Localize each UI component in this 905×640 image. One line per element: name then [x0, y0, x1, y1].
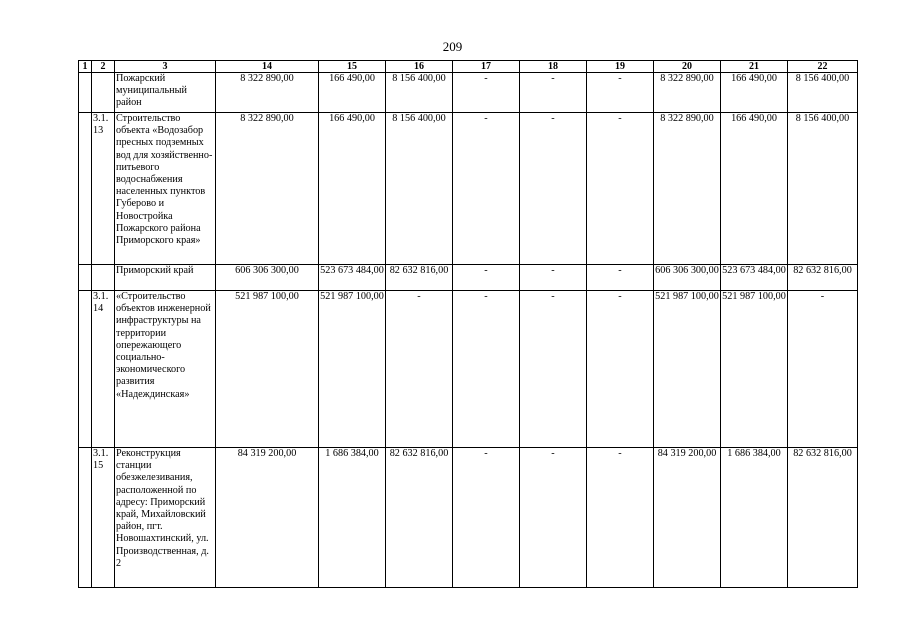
- row-name-cell: Строительство объекта «Водозабор пресных подземных вод для хозяйственно-питьевого водоснабжения населенных пунктов Губерово и Новостройка Пожарского района Приморского края»: [115, 113, 216, 265]
- value-cell: -: [453, 265, 520, 291]
- table-row: [79, 73, 858, 113]
- row-name-cell: Приморский край: [115, 265, 216, 291]
- row-name-cell: «Строительство объектов инженерной инфраструктуры на территории опережающего социально-экономического развития «Надеждинская»: [115, 291, 216, 448]
- value-cell: 1 686 384,00: [721, 448, 788, 588]
- value-cell: 84 319 200,00: [216, 448, 319, 588]
- value-cell: -: [520, 113, 587, 265]
- row-index-cell: [79, 113, 92, 265]
- row-index-cell: [79, 265, 92, 291]
- value-cell: -: [520, 291, 587, 448]
- value-cell: 84 319 200,00: [654, 448, 721, 588]
- value-cell: -: [587, 448, 654, 588]
- page-number: 209: [442, 39, 463, 54]
- row-index-cell: [79, 448, 92, 588]
- column-header: 17: [453, 61, 520, 73]
- column-header: 20: [654, 61, 721, 73]
- value-cell: -: [587, 113, 654, 265]
- value-cell: 82 632 816,00: [788, 448, 858, 588]
- value-cell: -: [453, 113, 520, 265]
- column-header: 1: [79, 61, 92, 73]
- row-code-cell: 3.1.14: [92, 291, 115, 448]
- column-header: 15: [319, 61, 386, 73]
- value-cell: 8 322 890,00: [654, 113, 721, 265]
- value-cell: -: [587, 291, 654, 448]
- value-cell: -: [453, 291, 520, 448]
- column-header: 3: [115, 61, 216, 73]
- value-cell: 8 156 400,00: [788, 113, 858, 265]
- value-cell: 606 306 300,00: [654, 265, 721, 291]
- value-cell: -: [520, 73, 587, 113]
- row-index-cell: [79, 291, 92, 448]
- value-cell: 1 686 384,00: [319, 448, 386, 588]
- value-cell: 8 322 890,00: [216, 73, 319, 113]
- row-name-cell: Реконструкция станции обезжелезивания, расположенной по адресу: Приморский край, Михайловский район, пгт. Новошахтинский, ул. Производственная, д. 2: [115, 448, 216, 588]
- value-cell: 82 632 816,00: [386, 265, 453, 291]
- row-code-cell: [92, 265, 115, 291]
- table-row: [79, 448, 858, 588]
- value-cell: 82 632 816,00: [386, 448, 453, 588]
- value-cell: 82 632 816,00: [788, 265, 858, 291]
- value-cell: 166 490,00: [319, 113, 386, 265]
- value-cell: -: [788, 291, 858, 448]
- column-header: 19: [587, 61, 654, 73]
- value-cell: 606 306 300,00: [216, 265, 319, 291]
- table-row: [79, 291, 858, 448]
- row-code-cell: 3.1.13: [92, 113, 115, 265]
- value-cell: 8 156 400,00: [788, 73, 858, 113]
- column-header: 21: [721, 61, 788, 73]
- value-cell: -: [453, 448, 520, 588]
- value-cell: -: [386, 291, 453, 448]
- value-cell: 8 156 400,00: [386, 113, 453, 265]
- header-row: [79, 61, 858, 73]
- value-cell: 8 156 400,00: [386, 73, 453, 113]
- value-cell: -: [520, 448, 587, 588]
- column-header: 18: [520, 61, 587, 73]
- value-cell: -: [520, 265, 587, 291]
- value-cell: 521 987 100,00: [721, 291, 788, 448]
- row-code-cell: 3.1.15: [92, 448, 115, 588]
- value-cell: 523 673 484,00: [319, 265, 386, 291]
- row-name-cell: Пожарский муниципальный район: [115, 73, 216, 113]
- table-row: [79, 265, 858, 291]
- value-cell: -: [587, 265, 654, 291]
- value-cell: 523 673 484,00: [721, 265, 788, 291]
- value-cell: 521 987 100,00: [319, 291, 386, 448]
- value-cell: 521 987 100,00: [654, 291, 721, 448]
- column-header: 14: [216, 61, 319, 73]
- column-header: 22: [788, 61, 858, 73]
- column-header: 16: [386, 61, 453, 73]
- budget-table: [78, 60, 858, 588]
- value-cell: 166 490,00: [721, 73, 788, 113]
- value-cell: 8 322 890,00: [654, 73, 721, 113]
- row-code-cell: [92, 73, 115, 113]
- value-cell: -: [453, 73, 520, 113]
- table-row: [79, 113, 858, 265]
- value-cell: 521 987 100,00: [216, 291, 319, 448]
- value-cell: 166 490,00: [721, 113, 788, 265]
- value-cell: 166 490,00: [319, 73, 386, 113]
- value-cell: 8 322 890,00: [216, 113, 319, 265]
- value-cell: -: [587, 73, 654, 113]
- row-index-cell: [79, 73, 92, 113]
- column-header: 2: [92, 61, 115, 73]
